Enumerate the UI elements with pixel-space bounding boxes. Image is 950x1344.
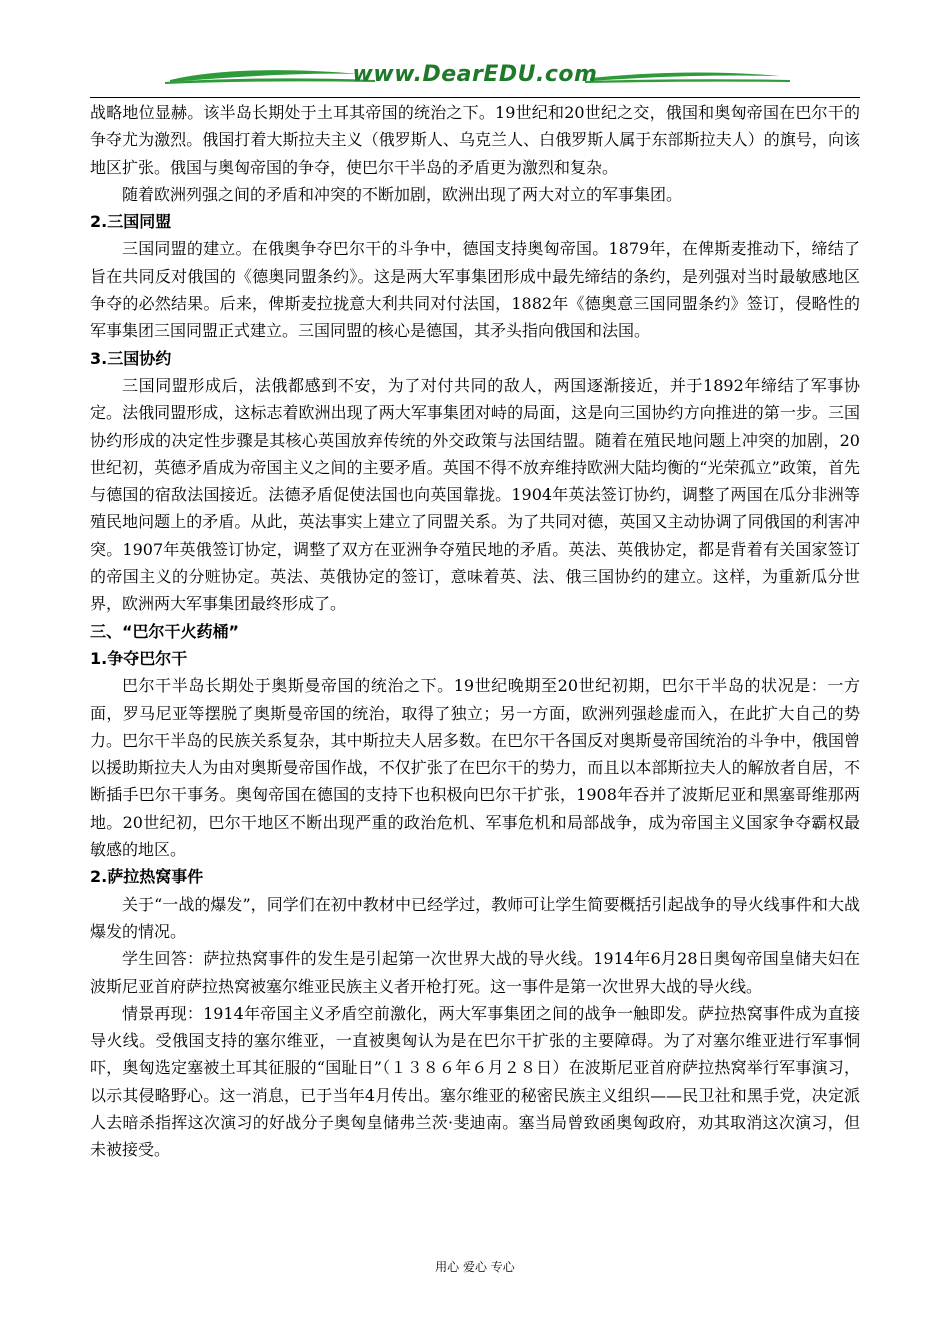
- paragraph: 随着欧洲列强之间的矛盾和冲突的不断加剧，欧洲出现了两大对立的军事集团。: [122, 184, 683, 204]
- site-header-banner: [90, 58, 860, 94]
- paragraph: 学生回答：萨拉热窝事件的发生是引起第一次世界大战的导火线。1914年6月28日奥匈帝国皇储夫妇在波斯尼亚首府萨拉热窝被塞尔维亚民族主义者开枪打死。这一事件是第一次世界大战的导火线。: [90, 949, 860, 996]
- section-heading: 2.萨拉热窝事件: [90, 867, 204, 887]
- section-heading: 三、“巴尔干火药桶”: [90, 621, 240, 641]
- paragraph: 关于“一战的爆发”，同学们在初中教材中已经学过，教师可让学生简要概括引起战争的导火线事件和大战爆发的情况。: [90, 894, 860, 941]
- paragraph: 巴尔干半岛长期处于奥斯曼帝国的统治之下。19世纪晚期至20世纪初期，巴尔干半岛的状况是：一方面，罗马尼亚等摆脱了奥斯曼帝国的统治，取得了独立；另一方面，欧洲列强趁虚而入，在此扩大自己的势力。巴尔干半岛的民族关系复杂，其中斯拉夫人居多数。在巴尔干各国反对奥斯曼帝国统治的斗争中，俄国曾以援助斯拉夫人为由对奥斯曼帝国作战，不仅扩张了在巴尔干的势力，而且以本部斯拉夫人的解放者自居，不断插手巴尔干事务。奥匈帝国在德国的支持下也积极向巴尔干扩张，1908年吞并了波斯尼亚和黑塞哥维那两地。20世纪初，巴尔干地区不断出现严重的政治危机、军事危机和局部战争，成为帝国主义国家争夺霸权最敏感的地区。: [90, 676, 860, 860]
- section-heading: 2.三国同盟: [90, 212, 172, 232]
- section-heading: 1.争夺巴尔干: [90, 648, 188, 668]
- section-heading: 3.三国协约: [90, 348, 172, 368]
- paragraph: 三国同盟的建立。在俄奥争夺巴尔干的斗争中，德国支持奥匈帝国。1879年，在俾斯麦推动下，缔结了旨在共同反对俄国的《德奥同盟条约》。这是两大军事集团形成中最先缔结的条约，是列强对当时最敏感地区争夺的必然结果。后来，俾斯麦拉拢意大利共同对付法国，1882年《德奥意三国同盟条约》签订，侵略性的军事集团三国同盟正式建立。三国同盟的核心是德国，其矛头指向俄国和法国。: [90, 239, 860, 341]
- document-body: [90, 99, 860, 1164]
- paragraph: 三国同盟形成后，法俄都感到不安，为了对付共同的敌人，两国逐渐接近，并于1892年缔结了军事协定。法俄同盟形成，这标志着欧洲出现了两大军事集团对峙的局面，这是向三国协约方向推进的第一步。三国协约形成的决定性步骤是其核心英国放弃传统的外交政策与法国结盟。随着在殖民地问题上冲突的加剧，20世纪初，英德矛盾成为帝国主义之间的主要矛盾。英国不得不放弃维持欧洲大陆均衡的“光荣孤立”政策，首先与德国的宿敌法国接近。法德矛盾促使法国也向英国靠拢。1904年英法签订协约，调整了两国在瓜分非洲等殖民地问题上的矛盾。从此，英法事实上建立了同盟关系。为了共同对德，英国又主动协调了同俄国的利害冲突。1907年英俄签订协定，调整了双方在亚洲争夺殖民地的矛盾。英法、英俄协定，都是背着有关国家签订的帝国主义的分赃协定。英法、英俄协定的签订，意味着英、法、俄三国协约的建立。这样，为重新瓜分世界，欧洲两大军事集团最终形成了。: [90, 375, 860, 614]
- page-footer: 用心 爱心 专心: [435, 1260, 515, 1274]
- paragraph: 情景再现：1914年帝国主义矛盾空前激化，两大军事集团之间的战争一触即发。萨拉热窝事件成为直接导火线。受俄国支持的塞尔维亚，一直被奥匈认为是在巴尔干扩张的主要障碍。为了对塞尔维亚进行军事恫吓，奥匈选定塞被土耳其征服的“国耻日”（１３８６年６月２８日）在波斯尼亚首府萨拉热窝举行军事演习，以示其侵略野心。这一消息，已于当年4月传出。塞尔维亚的秘密民族主义组织——民卫社和黑手党，决定派人去暗杀指挥这次演习的好战分子奥匈皇储弗兰茨·斐迪南。塞当局曾致函奥匈政府，劝其取消这次演习，但未被接受。: [90, 1003, 860, 1160]
- site-url: www.DearEDU.com: [352, 62, 598, 87]
- header-divider: [90, 97, 860, 98]
- paragraph: 战略地位显赫。该半岛长期处于土耳其帝国的统治之下。19世纪和20世纪之交，俄国和奥匈帝国在巴尔干的争夺尤为激烈。俄国打着大斯拉夫主义（俄罗斯人、乌克兰人、白俄罗斯人属于东部斯拉夫人）的旗号，向该地区扩张。俄国与奥匈帝国的争夺，使巴尔干半岛的矛盾更为激烈和复杂。: [90, 103, 860, 177]
